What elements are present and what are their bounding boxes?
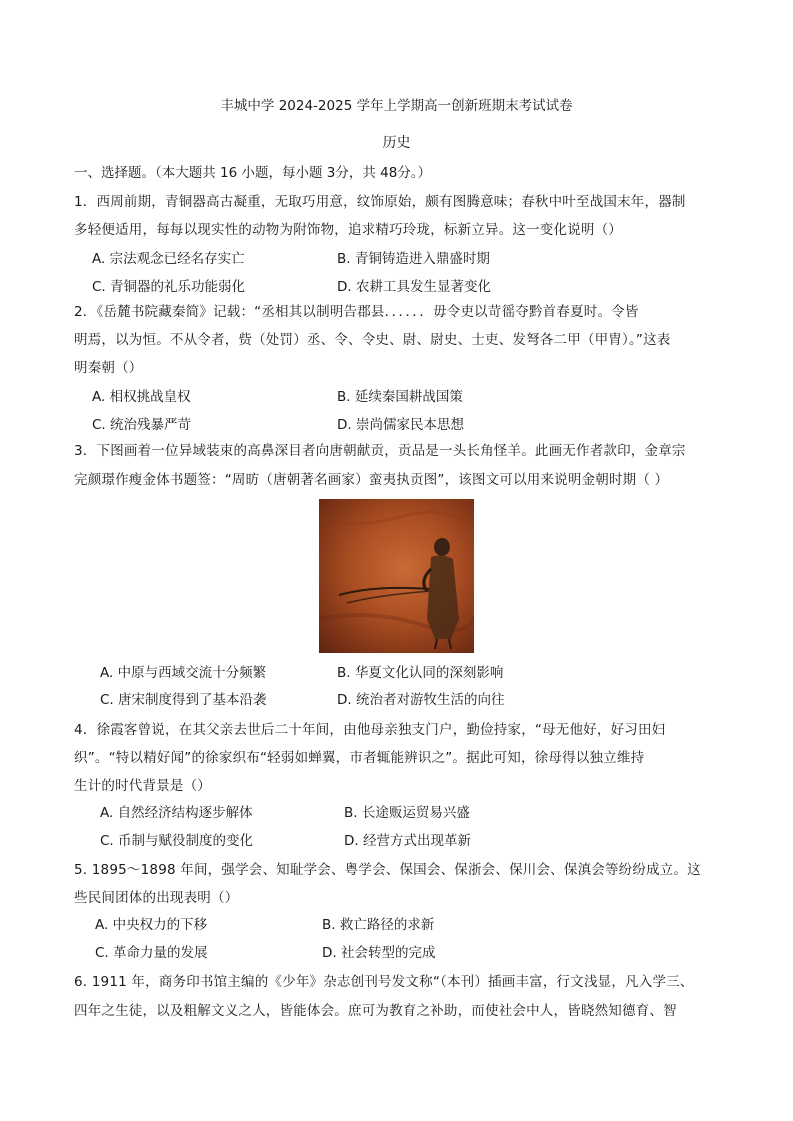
question-2-option-c: C. 统治残暴严苛	[92, 417, 192, 433]
question-3-line-2: 完颜璟作瘦金体书题签：“周昉（唐朝著名画家）蛮夷执贡图”，该图文可以用来说明金朝时期（ ）	[74, 472, 669, 488]
question-3-line-1: 3．下图画着一位异域装束的高鼻深目者向唐朝献贡，贡品是一头长角怪羊。此画无作者款印，金章宗	[74, 443, 686, 459]
question-4-option-c: C. 币制与赋役制度的变化	[100, 833, 254, 849]
question-5-option-d: D. 社会转型的完成	[322, 945, 436, 961]
question-1-option-d: D. 农耕工具发生显著变化	[337, 279, 491, 295]
question-3-option-a: A. 中原与西域交流十分频繁	[100, 665, 267, 681]
question-2-option-d: D. 崇尚儒家民本思想	[337, 417, 464, 433]
painting-tribute-figure-icon	[319, 499, 474, 653]
question-4-option-d: D. 经营方式出现革新	[344, 833, 471, 849]
question-1-line-1: 1．西周前期，青铜器高古凝重，无取巧用意，纹饰原始，颇有图腾意味；春秋中叶至战国末年，器制	[74, 194, 686, 210]
question-2-option-a: A. 相权挑战皇权	[92, 389, 191, 405]
question-5-option-a: A. 中央权力的下移	[95, 917, 208, 933]
question-1-line-2: 多轻便适用，每每以现实性的动物为附饰物，追求精巧玲珑，标新立异。这一变化说明（）	[74, 222, 622, 238]
question-2-line-1: 2．《岳麓书院藏秦简》记载：“丞相其以制明告郡县．．．．．．毋令吏以苛徭夺黔首春夏时。令皆	[74, 304, 639, 320]
section-heading: 一、选择题。（本大题共 16 小题，每小题 3分，共 48分。）	[74, 165, 432, 181]
tribute-painting-image	[319, 499, 474, 653]
question-2-option-b: B. 延续秦国耕战国策	[337, 389, 463, 405]
subject-heading: 历史	[382, 135, 411, 151]
question-2-line-3: 明秦朝（）	[74, 360, 143, 376]
question-3-option-b: B. 华夏文化认同的深刻影响	[337, 665, 504, 681]
question-4-line-3: 生计的时代背景是（）	[74, 778, 211, 794]
question-1-option-b: B. 青铜铸造进入鼎盛时期	[337, 251, 490, 267]
question-3-option-c: C. 唐宋制度得到了基本沿袭	[100, 692, 267, 708]
question-3-option-d: D. 统治者对游牧生活的向往	[337, 692, 505, 708]
question-4-line-2: 织”。“特以精好闻”的徐家织布“轻弱如蝉翼，市者辄能辨识之”。据此可知，徐母得以独立维持	[74, 750, 645, 766]
question-6-line-2: 四年之生徒，以及粗解文义之人，皆能体会。庶可为教育之补助，而使社会中人，皆晓然知德育、智	[74, 1003, 677, 1019]
question-1-option-c: C. 青铜器的礼乐功能弱化	[92, 279, 246, 295]
question-4-option-b: B. 长途贩运贸易兴盛	[344, 805, 470, 821]
question-5-line-2: 些民间团体的出现表明（）	[74, 890, 239, 906]
question-4-option-a: A. 自然经济结构逐步解体	[100, 805, 253, 821]
exam-title: 丰城中学 2024-2025 学年上学期高一创新班期末考试试卷	[220, 98, 573, 114]
question-2-line-2: 明焉，以为恒。不从令者，赀（处罚）丞、令、令史、尉、尉史、士吏、发弩各二甲（甲胄）。”这表	[74, 332, 671, 348]
question-5-option-b: B. 救亡路径的求新	[322, 917, 435, 933]
question-1-option-a: A. 宗法观念已经名存实亡	[92, 251, 245, 267]
question-5-line-1: 5. 1895～1898 年间，强学会、知耻学会、粤学会、保国会、保浙会、保川会、保滇会等纷纷成立。这	[74, 862, 701, 878]
question-4-line-1: 4．徐霞客曾说，在其父亲去世后二十年间，由他母亲独支门户，勤俭持家，“母无他好，好习田妇	[74, 722, 666, 738]
question-5-option-c: C. 革命力量的发展	[95, 945, 208, 961]
question-6-line-1: 6. 1911 年，商务印书馆主编的《少年》杂志创刊号发文称“（本刊）插画丰富，行文浅显，凡入学三、	[74, 974, 694, 990]
